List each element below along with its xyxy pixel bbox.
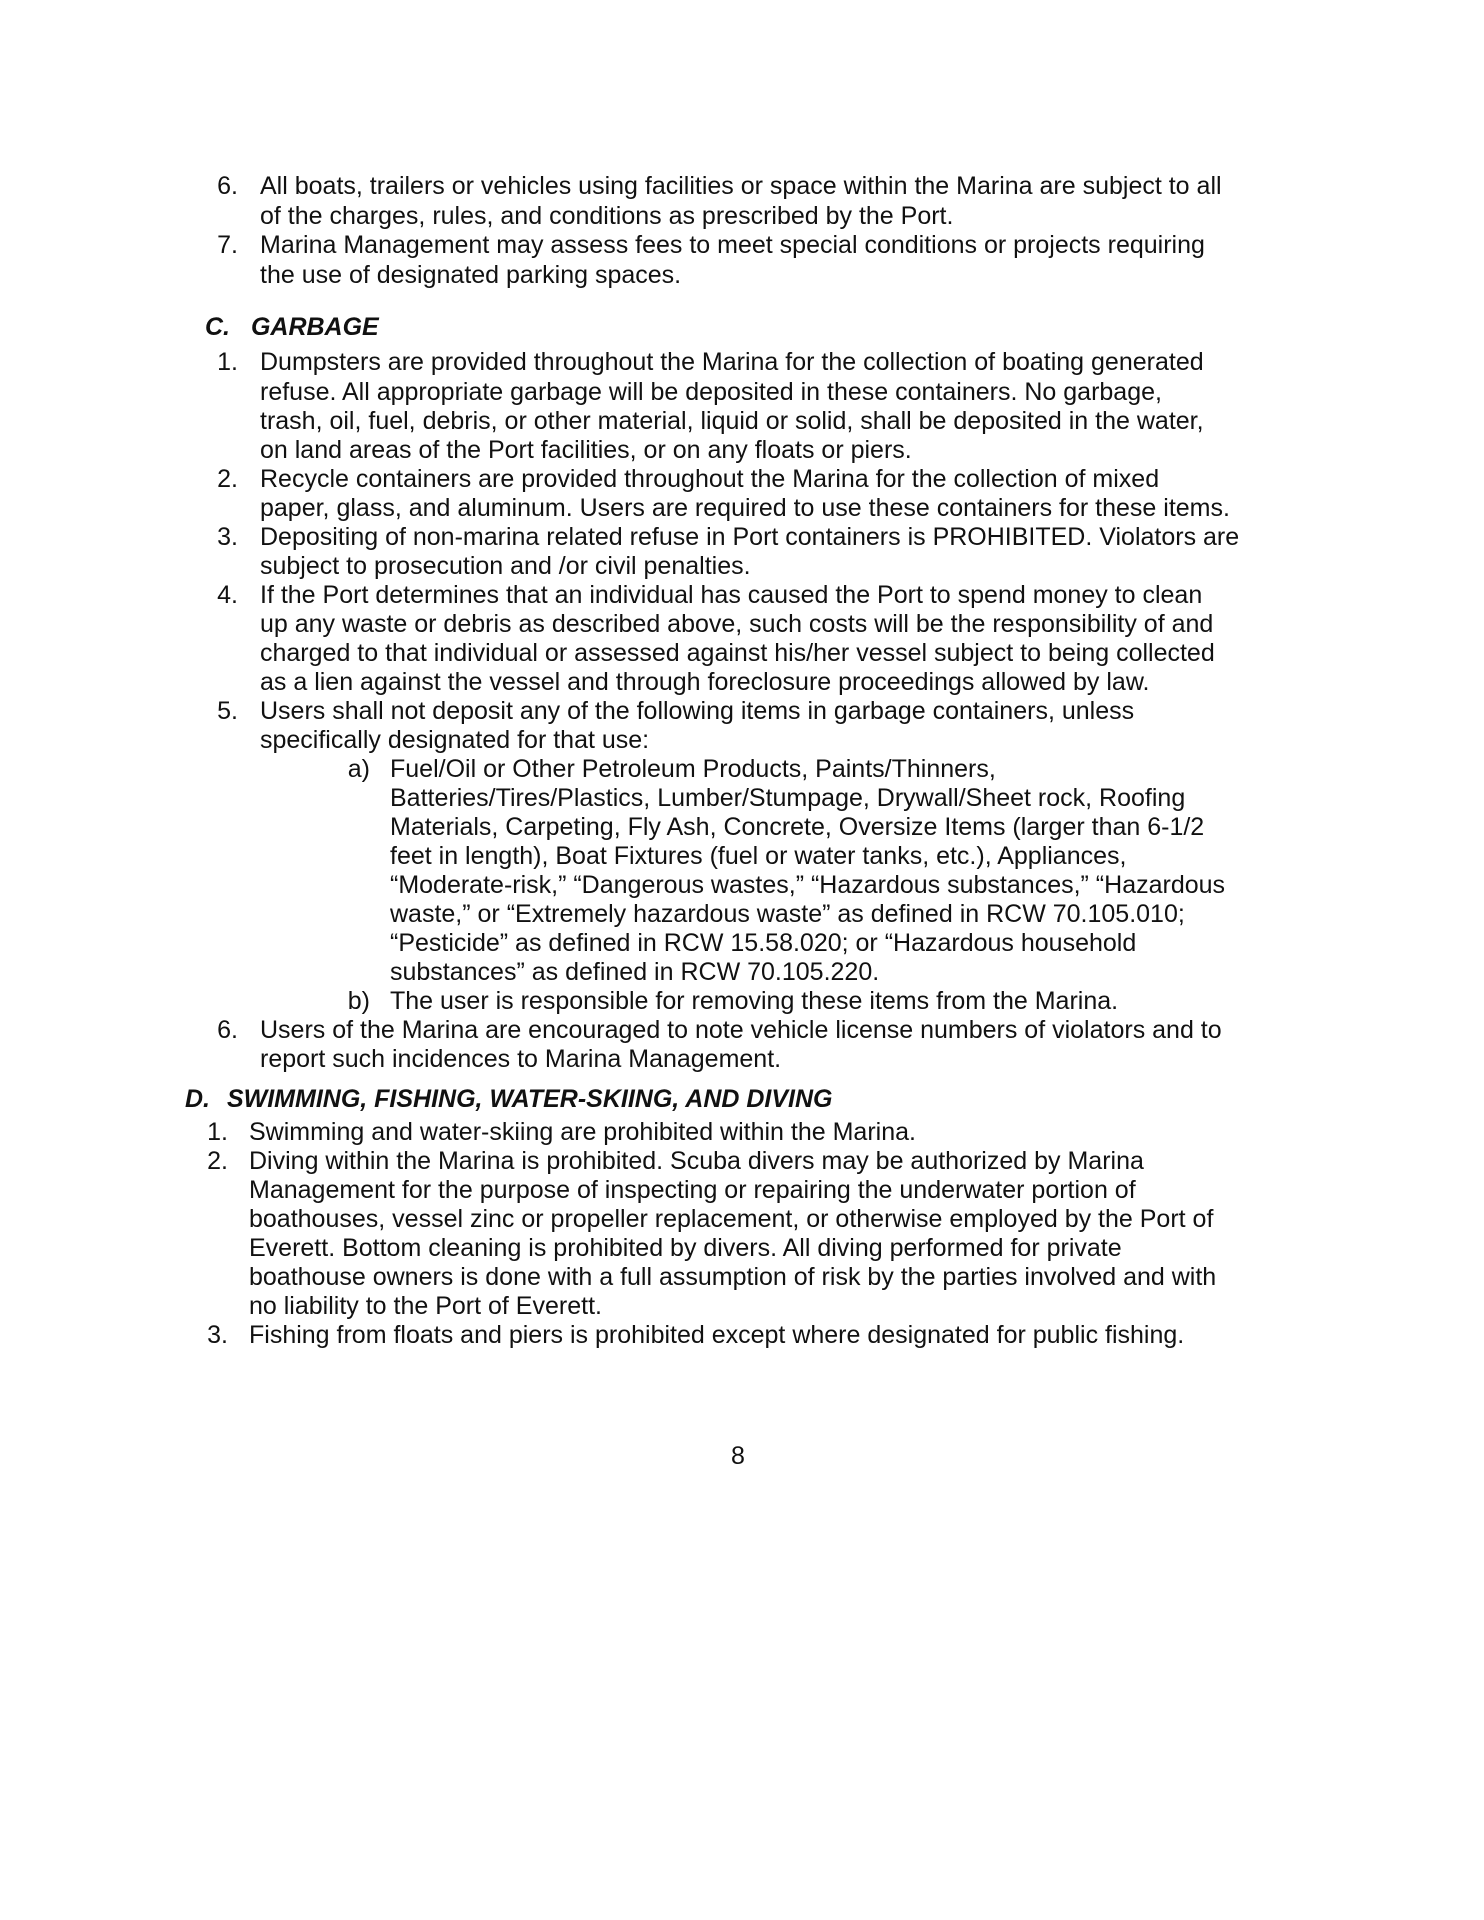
item-text-line: Dumpsters are provided throughout the Marina for the collection of boating generated: [260, 348, 1204, 376]
page-number: 8: [731, 1442, 745, 1470]
item-number: 2.: [207, 1147, 228, 1175]
subitem-letter: b): [347, 987, 370, 1015]
item-text-line: subject to prosecution and /or civil penalties.: [260, 552, 751, 580]
item-text-line: Recycle containers are provided throughout the Marina for the collection of mixed: [260, 465, 1160, 493]
subitem-text-line: feet in length), Boat Fixtures (fuel or water tanks, etc.), Appliances,: [390, 842, 1127, 870]
item-text-line: no liability to the Port of Everett.: [249, 1292, 602, 1320]
item-number: 7.: [217, 231, 238, 259]
item-number: 5.: [217, 697, 238, 725]
item-text-line: charged to that individual or assessed against his/her vessel subject to being collected: [260, 639, 1215, 667]
item-text-line: paper, glass, and aluminum. Users are required to use these containers for these items.: [260, 494, 1230, 522]
item-text-line: If the Port determines that an individual has caused the Port to spend money to clean: [260, 581, 1203, 609]
subitem-text-line: “Pesticide” as defined in RCW 15.58.020; or “Hazardous household: [390, 929, 1137, 957]
item-text-line: Users shall not deposit any of the following items in garbage containers, unless: [260, 697, 1135, 725]
item-text-line: Marina Management may assess fees to meet special conditions or projects requiring: [260, 231, 1205, 259]
section-c-heading: [205, 312, 379, 342]
item-text-line: the use of designated parking spaces.: [260, 261, 682, 289]
item-text-line: up any waste or debris as described above, such costs will be the responsibility of and: [260, 610, 1214, 638]
subitem-letter: a): [347, 755, 370, 783]
item-text-line: specifically designated for that use:: [260, 726, 650, 754]
item-text-line: refuse. All appropriate garbage will be deposited in these containers. No garbage,: [260, 378, 1162, 406]
item-text-line: Users of the Marina are encouraged to note vehicle license numbers of violators and to: [260, 1016, 1222, 1044]
item-text-line: Depositing of non-marina related refuse in Port containers is PROHIBITED. Violators are: [260, 523, 1240, 551]
item-text-line: Diving within the Marina is prohibited. Scuba divers may be authorized by Marina: [249, 1147, 1144, 1175]
subitem-text-line: “Moderate-risk,” “Dangerous wastes,” “Hazardous substances,” “Hazardous: [390, 871, 1226, 899]
item-number: 2.: [217, 465, 238, 493]
subitem-text-line: Batteries/Tires/Plastics, Lumber/Stumpage, Drywall/Sheet rock, Roofing: [390, 784, 1186, 812]
item-text-line: report such incidences to Marina Management.: [260, 1045, 782, 1073]
item-text-line: boathouses, vessel zinc or propeller replacement, or otherwise employed by the Port of: [249, 1205, 1214, 1233]
subitem-text-line: waste,” or “Extremely hazardous waste” as defined in RCW 70.105.010;: [390, 900, 1185, 928]
item-number: 3.: [217, 523, 238, 551]
item-text-line: Swimming and water-skiing are prohibited within the Marina.: [249, 1118, 916, 1146]
item-text-line: Fishing from floats and piers is prohibited except where designated for public fishing.: [249, 1321, 1185, 1349]
subitem-text-line: The user is responsible for removing these items from the Marina.: [390, 987, 1119, 1015]
section-letter: C.: [205, 313, 230, 341]
item-number: 6.: [217, 172, 238, 200]
item-text-line: as a lien against the vessel and through foreclosure proceedings allowed by law.: [260, 668, 1150, 696]
item-text-line: of the charges, rules, and conditions as prescribed by the Port.: [260, 202, 954, 230]
item-number: 1.: [207, 1118, 228, 1146]
item-text-line: All boats, trailers or vehicles using facilities or space within the Marina are subject to all: [260, 172, 1222, 200]
section-letter: D.: [185, 1085, 210, 1113]
section-title: SWIMMING, FISHING, WATER-SKIING, AND DIVING: [226, 1085, 833, 1113]
item-text-line: Management for the purpose of inspecting or repairing the underwater portion of: [249, 1176, 1136, 1204]
item-number: 4.: [217, 581, 238, 609]
subitem-text-line: Materials, Carpeting, Fly Ash, Concrete, Oversize Items (larger than 6-1/2: [390, 813, 1205, 841]
item-number: 3.: [207, 1321, 228, 1349]
item-text-line: boathouse owners is done with a full assumption of risk by the parties involved and with: [249, 1263, 1217, 1291]
subitem-text-line: substances” as defined in RCW 70.105.220.: [390, 958, 880, 986]
item-text-line: trash, oil, fuel, debris, or other material, liquid or solid, shall be deposited in the water,: [260, 407, 1204, 435]
subitem-text-line: Fuel/Oil or Other Petroleum Products, Paints/Thinners,: [390, 755, 996, 783]
item-number: 6.: [217, 1016, 238, 1044]
section-title: GARBAGE: [250, 313, 379, 341]
item-number: 1.: [217, 348, 238, 376]
section-d-heading: [185, 1084, 833, 1114]
item-text-line: on land areas of the Port facilities, or on any floats or piers.: [260, 436, 912, 464]
item-text-line: Everett. Bottom cleaning is prohibited by divers. All diving performed for private: [249, 1234, 1122, 1262]
